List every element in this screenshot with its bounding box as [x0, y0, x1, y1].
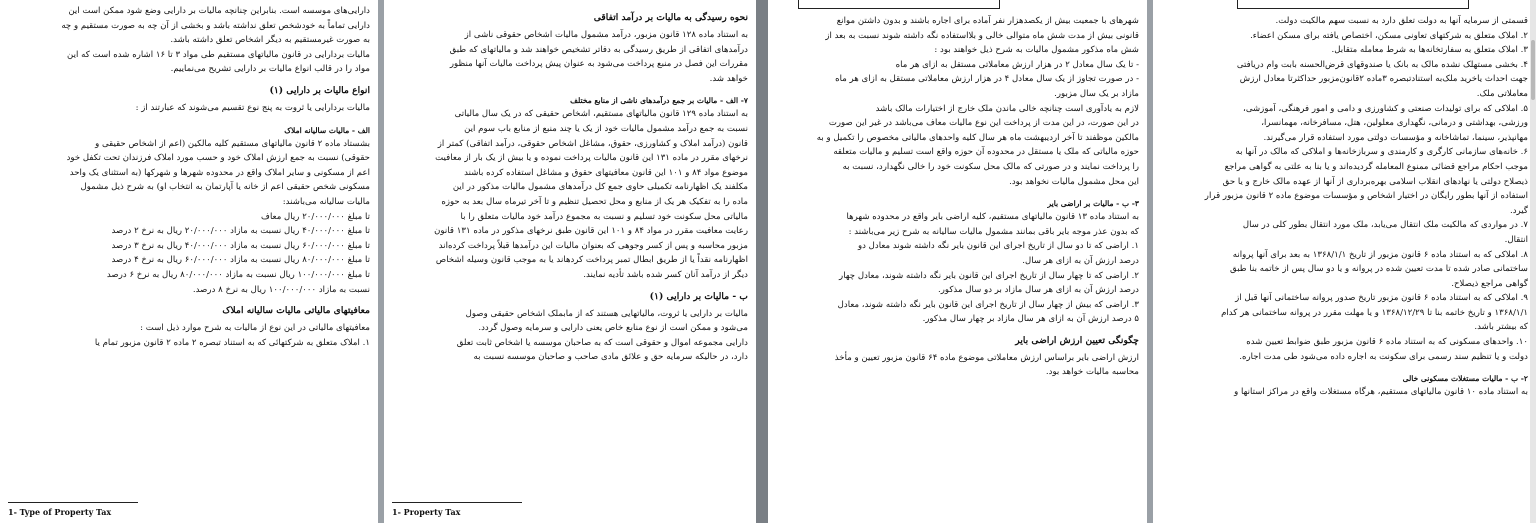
subsection-heading: ۳- ب - مالیات بر اراضی بایر [1047, 199, 1139, 209]
text-line: تا مبلغ ۴۰/۰۰۰/۰۰۰ ریال نسبت به مازاد ۲۰/۰۰۰/۰۰۰ ریال به نرخ ۲ درصد [111, 226, 370, 237]
text-line: به صورت غیرمستقیم به دیگر اشخاص تعلق داشته باشد. [170, 35, 370, 46]
document-page-2 [384, 0, 756, 523]
document-page-3 [768, 0, 1147, 523]
section-heading: ب - مالیات بر دارایی (۱) [649, 290, 748, 302]
text-line: مالیات بردارایی در قانون مالیاتهای مستقیم طی مواد ۳ تا ۱۶ اشاره شده است که این [67, 49, 370, 60]
page-1-text-column [8, 4, 370, 495]
text-line: به استناد ماده ۱۲۹ قانون مالیاتهای مستقیم، اشخاص حقیقی که در یک سال مالیاتی [454, 109, 748, 120]
text-line: حقوقی) نسبت به جمع ارزش املاک خود و حسب مورد املاک فرزندان تحت تکفل خود [66, 153, 370, 164]
scrollbar-thumb[interactable] [1531, 40, 1535, 100]
text-line: تا مبلغ ۱۰۰/۰۰۰/۰۰۰ ریال نسبت به مازاد ۸۰/۰۰۰/۰۰۰ ریال به نرخ ۶ درصد [106, 269, 370, 280]
text-line: ماده را به تفکیک هر یک از منابع و محل تحصیل تنظیم و تا آخر تیرماه سال بعد به حوزه [441, 196, 748, 207]
text-line: موجب احکام مراجع قضائی ممنوع المعامله گردیده‌اند و یا بنا به علتی به گواهی مراجع [1224, 161, 1528, 172]
text-line: ذیصلاح دولتی یا نهادهای انقلاب اسلامی بهره‌برداری از آنها از عهده مالک خارج و یا حق [1222, 176, 1528, 187]
text-line: اظهارنامه نقداً یا از طریق ابطال تمبر پرداخت کردهاند یا به موجب قانون وسیله اشخاص [435, 255, 748, 266]
footnote: 1- Type of Property Tax [8, 507, 112, 517]
text-line: مالیات بردارایی یا ثروت به پنج نوع تقسیم می‌شوند که عبارتند از : [135, 102, 370, 113]
text-line: حوزه مالیاتی که ملک یا مستقل در محدوده آن حوزه واقع است تسلیم و مالیات متعلقه [833, 147, 1139, 158]
text-line: که بدون عذر موجه بایر باقی بمانند مشمول مالیات سالیانه به شرح زیر می‌باشند : [848, 226, 1139, 237]
text-line: نسبت به جمع درآمد مشمول مالیات خود از یک یا چند منبع از منابع باب سوم این [464, 123, 748, 134]
text-line: مزبور محاسبه و پس از کسر وجوهی که بعنوان مالیات این درآمدها قبلاً پرداخت کرده‌اند [438, 240, 748, 251]
text-line: دارایی تماماً به خودشخص تعلق نداشته باشد و بخشی از آن چه به صورت مستقیم و چه [61, 20, 370, 31]
section-heading: انواع مالیات بر دارایی (۱) [269, 84, 370, 96]
subsection-heading: ۷- الف - مالیات بر جمع درآمدهای ناشی از منابع مختلف [570, 96, 748, 106]
text-line: این محل مشمول مالیات نخواهد بود. [1009, 176, 1139, 187]
text-line: به استناد ماده ۱۰ قانون مالیاتهای مستقیم، هرگاه مستغلات واقع در مراکز استانها و [1234, 387, 1528, 398]
text-line: ۱۰. واحدهای مسکونی که به استناد ماده ۶ قانون مزبور طبق ضوابط تعیین شده [1246, 337, 1528, 348]
text-line: محاسبه مالیات خواهد بود. [1045, 367, 1139, 378]
text-line: مسکونی شخص حقیقی اعم از خانه یا آپارتمان به انتخاب او) به شرح ذیل مشمول [80, 182, 370, 193]
section-heading: چگونگی تعیین ارزش اراضی بایر [1015, 334, 1139, 346]
section-heading: نحوه رسیدگی به مالیات بر درآمد اتفاقی [593, 12, 748, 23]
text-line: مهانپذیر، سینما، تماشاخانه و مؤسسات دولتی مورد استفاده قرار می‌گیرند. [1263, 132, 1528, 143]
text-line: تا مبلغ ۲۰/۰۰۰/۰۰۰ ریال معاف [261, 211, 370, 222]
page-4-text-column [1161, 4, 1528, 495]
text-line: به استناد ماده ۱۳ قانون مالیاتهای مستقیم، کلیه اراضی بایر واقع در محدوده شهرها [846, 212, 1139, 223]
text-line: نرخهای مقرر در ماده ۱۳۱ این قانون مالیات پرداخت نموده و یا بیش از یک بار از معافیت [435, 153, 748, 164]
text-line: که بیشتر باشد. [1474, 322, 1528, 333]
text-line: دارایی‌های موسسه است. بنابراین چنانچه مالیات بر دارایی وضع شود ممکن است این [68, 6, 370, 16]
text-line: تا مبلغ ۶۰/۰۰۰/۰۰۰ ریال نسبت به مازاد ۴۰/۰۰۰/۰۰۰ ریال به نرخ ۳ درصد [111, 240, 370, 251]
text-line: ۹. املاکی که به استناد ماده ۶ قانون مزبور تاریخ صدور پروانه ساختمانی آنها قبل از [1235, 293, 1528, 304]
text-line: دارد، در حالیکه سرمایه حق و علائق مادی صاحب و صاحبان موسسه نسبت به [473, 352, 748, 363]
spread-divider [756, 0, 768, 523]
text-line: شهرهای با جمعیت بیش از یکصدهزار نفر آماده برای اجاره باشند و بدون داشتن موانع [836, 16, 1139, 26]
text-line: اعم از مسکونی و سایر املاک واقع در محدوده شهرها و شهرکها (به استثنای یک واحد [69, 167, 370, 178]
text-line: استفاده از آنها بطور رایگان در اختیار اشخاص و مؤسسات موضوع ماده ۲ قانون مزبور قرار [1204, 191, 1528, 202]
text-line: گواهی مراجع ذیصلاح. [1451, 278, 1528, 289]
text-line: قسمتی از سرمایه آنها به دولت تعلق دارد به نسبت سهم مالکیت دولت. [1275, 16, 1528, 26]
text-line: معافیتهای مالیاتی در این نوع از مالیات به شرح موارد ذیل است : [140, 323, 370, 334]
text-line: مکلفند یک اظهارنامه تکمیلی حاوی جمع کل درآمدهای مشمول مالیات مذکور در این [452, 182, 748, 193]
text-line: در این صورت، در این مدت از پرداخت این نوع مالیات معاف می‌باشد در غیر این صورت [828, 118, 1139, 129]
text-line: لازم به یادآوری است چنانچه خالی ماندن ملک خارج از اختیارات مالک باشد [875, 103, 1139, 114]
text-line: مالیات سالیانه می‌باشند: [282, 196, 370, 207]
text-line: به استناد ماده ۱۲۸ قانون مزبور، درآمد مشمول مالیات اشخاص حقوقی ناشی از [464, 30, 748, 40]
text-line: ۵ درصد ارزش آن به ازای هر سال مازاد بر چهار سال مذکور. [922, 314, 1139, 325]
text-line: مقررات این فصل در منبع پرداخت می‌شود به عنوان پیش پرداخت مالیات آنها منظور [449, 59, 748, 70]
text-line: مالیاتی محل سکونت خود تسلیم و نسبت به مجموع درآمد خود مالیات متعلق را با [460, 211, 748, 222]
text-line: را پرداخت نمایند و در صورتی که مالک محل سکونت خود را خالی نگهدارد، نسبت به [842, 161, 1139, 172]
text-line: - در صورت تجاوز از یک سال معادل ۴ در هزار ارزش معاملاتی مستقل به ازای هر ماه [835, 74, 1139, 85]
text-line: قانون (درآمد املاک و کشاورزی، حقوق، مشاغل اشخاص حقوقی، درآمد اتفاقی) کمتر از [437, 138, 748, 149]
text-line: دیگر از درآمد آنان کسر شده باشد تأدیه نمایند. [583, 269, 748, 280]
text-line: ۳. اراضی که بیش از چهار سال از تاریخ اجرای این قانون بایر نگه داشته شوند، معادل [837, 299, 1139, 310]
text-line: مواد را در قالب انواع مالیات بر دارایی تشریح می‌نماییم. [170, 64, 370, 75]
text-line: معاملاتی ملک. [1476, 88, 1528, 99]
footnote-rule [392, 502, 522, 503]
text-line: جهت احداث یاخرید ملک‌به استنادتبصره ۳ماده ۲قانون‌مزبور حداکثرتا معادل ارزش [1239, 74, 1528, 85]
text-line: درصد ارزش آن به ازای هر سال. [1022, 255, 1139, 266]
text-line: انتقال. [1504, 234, 1528, 245]
footnote: 1- Property Tax [392, 507, 461, 517]
vertical-scrollbar[interactable] [1530, 0, 1536, 523]
document-page-1 [0, 0, 378, 523]
text-line: گیرد. [1510, 205, 1528, 216]
subsection-heading: ۲- ب - مالیات مستغلات مسکونی خالی [1402, 374, 1528, 384]
subsection-heading: الف - مالیات سالیانه املاک [284, 125, 370, 135]
text-line: دارایی مجموعه اموال و حقوقی است که به صاحبان موسسه یا اشخاص ثابت تعلق [456, 337, 748, 348]
text-line: می‌شود و ممکن است از نوع منابع خاص یعنی دارایی و سرمایه وصول گردد. [478, 323, 748, 334]
text-line: ۲. اراضی که تا چهار سال از تاریخ اجرای این قانون بایر نگه داشته شوند، معادل چهار [839, 270, 1139, 281]
text-line: قانونی بیش از مدت شش ماه متوالی خالی و بلااستفاده نگه داشته شوند نسبت به بعد از [825, 30, 1139, 41]
text-line: بشستاد ماده ۲ قانون مالیاتهای مستقیم کلیه مالکین (اعم از اشخاص حقیقی و [95, 138, 370, 149]
text-line: - تا یک سال معادل ۲ در هزار ارزش معاملاتی مستقل به ازای هر ماه [895, 59, 1139, 70]
text-line: مالیات بر دارایی یا ثروت، مالیاتهایی هستند که از مابملک اشخاص حقیقی وصول [465, 308, 748, 319]
text-line: نسبت به مازاد ۱۰۰/۰۰۰/۰۰۰ ریال به نرخ ۸ درصد. [192, 284, 370, 295]
text-line: ۷. در مواردی که مالکیت ملک انتقال می‌یابد، ملک مورد انتقال بطور کلی در سال [1242, 220, 1528, 231]
text-line: ۱. املاک متعلق به شرکتهائی که به استناد تبصره ۲ ماده ۲ قانون مزبور تمام یا [94, 337, 370, 348]
page-3-text-column [776, 4, 1139, 495]
footnote-rule [8, 502, 138, 503]
section-heading: معافیتهای مالیاتی مالیات سالیانه املاک [222, 305, 370, 317]
text-line: دولت و یا تنظیم سند رسمی برای سکونت به اجاره داده می‌شود طی مدت اجاره. [1239, 351, 1528, 362]
text-line: شش ماه مذکور مشمول مالیات به شرح ذیل خواهند بود : [934, 45, 1139, 56]
text-line: ۱. اراضی که تا دو سال از تاریخ اجرای این قانون بایر نگه داشته شوند معادل دو [857, 241, 1139, 252]
text-line: ۴. بخشی مستهلک نشده مالک به بانک یا صندوقهای قرض‌الحسنه بابت وام دریافتی [1236, 59, 1528, 70]
page-2-text-column [392, 4, 748, 495]
text-line: مازاد بر یک سال مزبور. [1054, 88, 1139, 99]
text-line: ۱۳۶۸/۱/۱ و تاریخ خاتمه بنا تا ۱۳۶۸/۱۲/۲۹ و یا مهلت مقرر در پروانه ساختمانی هر کدام [1221, 307, 1528, 318]
document-page-4 [1153, 0, 1536, 523]
text-line: ورزشی، بهداشتی و درمانی، نگهداری معلولین، هتل، مسافرخانه، مهمانسرا، [1261, 118, 1528, 129]
text-line: ۸. املاکی که به استناد ماده ۶ قانون مزبور از تاریخ ۱۳۶۸/۱/۱ به بعد برای آنها پروانه [1232, 249, 1528, 260]
text-line: موضوع مواد ۸۴ و ۱۰۱ این قانون معافیتهای حقوق و مشاغل استفاده کرده باشند [464, 167, 748, 178]
text-line: خواهد شد. [709, 73, 748, 84]
text-line: درصد ارزش آن به ازای هر سال مازاد بر دو سال مذکور. [938, 285, 1139, 296]
text-line: ۳. املاک متعلق به سفارتخانه‌ها به شرط معامله متقابل. [1331, 45, 1528, 56]
text-line: درآمدهای اتفاقی از طریق رسیدگی به دفاتر تشخیص خواهند شد و مالیاتهای که طبق [449, 44, 748, 55]
text-line: ۵. املاکی که برای تولیدات صنعتی و کشاورزی و دامی و امور فرهنگی، آموزشی، [1243, 103, 1528, 114]
text-line: مالکین موظفند تا آخر اردیبهشت ماه هر سال کلیه واحدهای مالیاتی مخصوص را تکمیل و به [816, 132, 1139, 143]
text-line: ۶. خانه‌های سازمانی کارگری و کارمندی و سربازخانه‌ها و املاکی که مالک در آنها به [1235, 147, 1528, 158]
text-line: ارزش اراضی بایر براساس ارزش معاملاتی موضوع ماده ۶۴ قانون مزبور تعیین و مأخذ [834, 352, 1139, 363]
text-line: رعایت معافیت مقرر در مواد ۸۴ و ۱۰۱ این قانون طبق نرخهای مذکور در ماده ۱۳۱ قانون [434, 226, 748, 237]
text-line: تا مبلغ ۸۰/۰۰۰/۰۰۰ ریال نسبت به مازاد ۶۰/۰۰۰/۰۰۰ ریال به نرخ ۴ درصد [111, 255, 370, 266]
text-line: ساختمانی صادر شده تا مدت تعیین شده در پروانه و یا دو سال پس از خاتمه بنا طبق [1230, 264, 1528, 275]
text-line: ۲. املاک متعلق به شرکتهای تعاونی مسکن، اختصاص یافته برای مسکن اعضاء. [1250, 30, 1528, 41]
